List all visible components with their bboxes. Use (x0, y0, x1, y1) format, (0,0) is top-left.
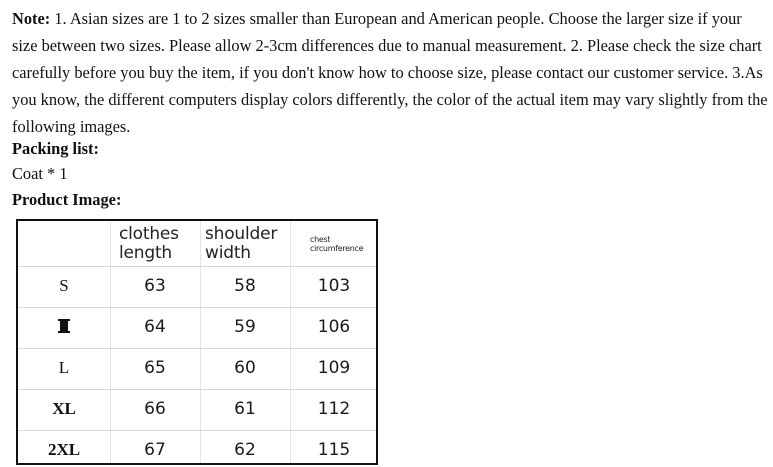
note-paragraph (12, 5, 768, 140)
cell-length: 66 (144, 399, 166, 419)
cell-chest: 109 (317, 358, 351, 378)
cell-length: 63 (144, 276, 166, 296)
note-label: Note: (12, 9, 51, 28)
row-divider (18, 389, 376, 390)
cell-chest: 115 (317, 440, 351, 460)
cell-length: 67 (144, 440, 166, 460)
column-divider (290, 221, 291, 463)
size-label-s: S (59, 276, 69, 295)
header-clothes-length-line1: clothes (119, 224, 179, 244)
row-divider (18, 430, 376, 431)
header-shoulder-width-line2: width (205, 243, 251, 263)
column-divider (200, 221, 201, 463)
header-shoulder-width (205, 225, 277, 263)
cell-shoulder: 59 (234, 317, 256, 337)
size-label-2xl: 2XL (47, 440, 81, 459)
header-chest-line1: chest (310, 235, 331, 244)
cell-length: 64 (144, 317, 166, 337)
size-label-xl: XL (52, 399, 76, 418)
header-clothes-length (119, 225, 179, 263)
cell-chest: 103 (317, 276, 351, 296)
header-chest-circumference (310, 235, 363, 253)
size-chart-grid (18, 221, 376, 463)
header-shoulder-width-line1: shoulder (205, 224, 278, 244)
size-m-glyph (60, 319, 68, 333)
size-label-l: L (58, 358, 70, 377)
header-clothes-length-line2: length (119, 243, 172, 263)
size-chart-image (16, 219, 378, 465)
cell-length: 65 (144, 358, 166, 378)
product-image-heading: Product Image: (12, 190, 122, 209)
row-divider (18, 348, 376, 349)
row-divider (18, 307, 376, 308)
cell-chest: 112 (317, 399, 351, 419)
row-divider (18, 266, 376, 267)
cell-shoulder: 62 (234, 440, 256, 460)
note-text: 1. Asian sizes are 1 to 2 sizes smaller than European and American people. Choose the larger size if your size between two sizes. Please allow 2-3cm differences due to manual measurement. 2. Please check the size chart carefully before you buy the item, if you don't know how to choose size, please contact our customer service. 3.As you know, the different computers display colors differently, the color of the actual item may vary slightly from the following images. (12, 9, 768, 136)
packing-list-item: Coat * 1 (12, 164, 68, 183)
column-divider (110, 221, 111, 463)
header-chest-line2: circumference (310, 244, 364, 253)
cell-shoulder: 61 (234, 399, 256, 419)
packing-list-heading: Packing list: (12, 139, 99, 158)
size-label-m (24, 317, 104, 337)
cell-chest: 106 (317, 317, 351, 337)
cell-shoulder: 60 (234, 358, 256, 378)
cell-shoulder: 58 (234, 276, 256, 296)
